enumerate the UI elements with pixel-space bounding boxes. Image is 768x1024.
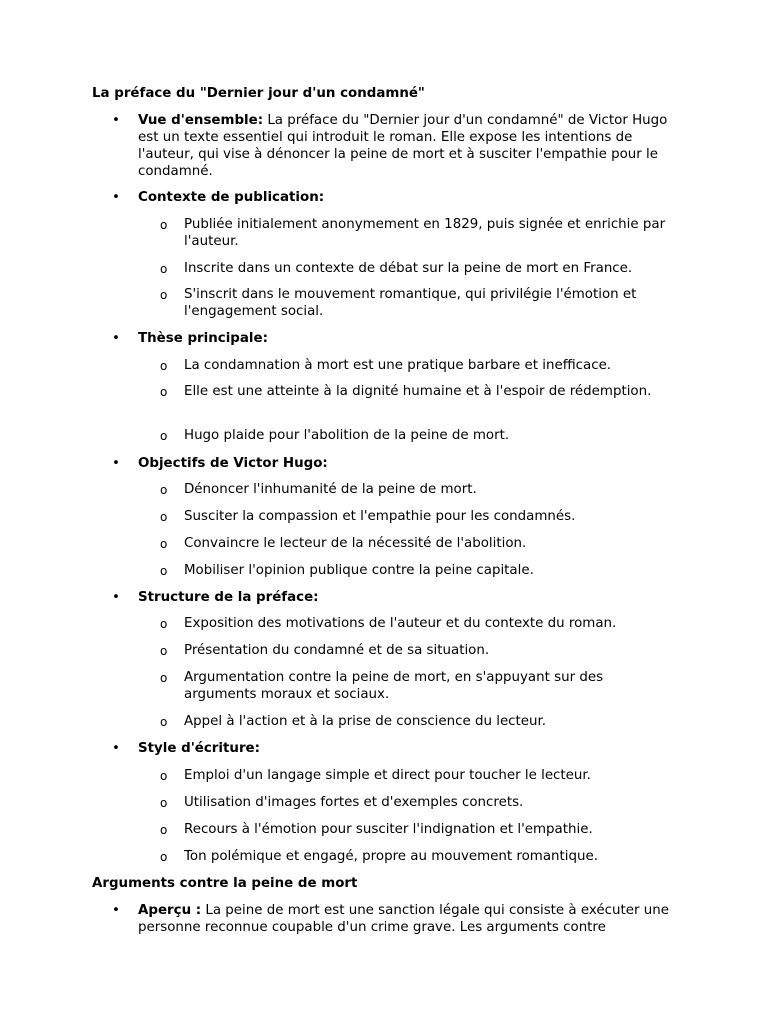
- apercu-text: La peine de mort est une sanction légale qui consiste à exécuter une personne reconnue coupable d'un crime grave. Les arguments contre: [138, 903, 669, 935]
- sub-bullet-marker: o: [160, 769, 168, 783]
- bullet-marker: •: [112, 456, 120, 471]
- list-item: Utilisation d'images fortes et d'exemples concrets.: [184, 795, 524, 810]
- list-item: Convaincre le lecteur de la nécessité de l'abolition.: [184, 536, 527, 551]
- bullet-marker: •: [112, 903, 120, 918]
- style-label: Style d'écriture:: [138, 741, 260, 756]
- sub-bullet-marker: o: [160, 715, 168, 729]
- bullet-marker: •: [112, 113, 120, 128]
- apercu-label: Aperçu :: [138, 903, 202, 918]
- list-item: Ton polémique et engagé, propre au mouvement romantique.: [184, 849, 598, 864]
- objectives-label: Objectifs de Victor Hugo:: [138, 456, 328, 471]
- sub-bullet-marker: o: [160, 385, 168, 399]
- apercu-paragraph: [138, 902, 678, 936]
- overview-label: Vue d'ensemble:: [138, 113, 264, 128]
- sub-bullet-marker: o: [160, 823, 168, 837]
- list-item: Dénoncer l'inhumanité de la peine de mort.: [184, 482, 477, 497]
- sub-bullet-marker: o: [160, 429, 168, 443]
- section-heading: Arguments contre la peine de mort: [92, 876, 358, 891]
- list-item: Emploi d'un langage simple et direct pour toucher le lecteur.: [184, 768, 591, 783]
- list-item: Susciter la compassion et l'empathie pour les condamnés.: [184, 509, 576, 524]
- list-item: Mobiliser l'opinion publique contre la peine capitale.: [184, 563, 534, 578]
- sub-bullet-marker: o: [160, 510, 168, 524]
- context-label: Contexte de publication:: [138, 190, 325, 205]
- list-item: Publiée initialement anonymement en 1829, puis signée et enrichie par l'auteur.: [184, 217, 666, 249]
- bullet-marker: •: [112, 190, 120, 205]
- sub-bullet-marker: o: [160, 671, 168, 685]
- bullet-marker: •: [112, 590, 120, 605]
- sub-bullet-marker: o: [160, 617, 168, 631]
- sub-bullet-marker: o: [160, 483, 168, 497]
- sub-bullet-marker: o: [160, 218, 168, 232]
- list-item: Argumentation contre la peine de mort, en s'appuyant sur des arguments moraux et sociaux.: [184, 670, 604, 702]
- list-item: La condamnation à mort est une pratique barbare et inefficace.: [184, 358, 612, 373]
- bullet-marker: •: [112, 331, 120, 346]
- sub-bullet-marker: o: [160, 796, 168, 810]
- list-item: Présentation du condamné et de sa situation.: [184, 643, 490, 658]
- sub-bullet-marker: o: [160, 850, 168, 864]
- overview-paragraph: [138, 112, 678, 180]
- list-item: Hugo plaide pour l'abolition de la peine de mort.: [184, 428, 510, 443]
- list-item: S'inscrit dans le mouvement romantique, qui privilégie l'émotion et l'engagement social.: [184, 287, 637, 319]
- list-item: Appel à l'action et à la prise de conscience du lecteur.: [184, 714, 547, 729]
- sub-bullet-marker: o: [160, 262, 168, 276]
- sub-bullet-marker: o: [160, 564, 168, 578]
- list-item: Elle est une atteinte à la dignité humaine et à l'espoir de rédemption.: [184, 384, 652, 399]
- sub-bullet-marker: o: [160, 644, 168, 658]
- thesis-label: Thèse principale:: [138, 331, 268, 346]
- list-item: Exposition des motivations de l'auteur et du contexte du roman.: [184, 616, 617, 631]
- sub-bullet-marker: o: [160, 537, 168, 551]
- list-item: Inscrite dans un contexte de débat sur la peine de mort en France.: [184, 261, 633, 276]
- sub-bullet-marker: o: [160, 359, 168, 373]
- bullet-marker: •: [112, 741, 120, 756]
- sub-bullet-marker: o: [160, 288, 168, 302]
- list-item: Recours à l'émotion pour susciter l'indignation et l'empathie.: [184, 822, 593, 837]
- overview-text: La préface du "Dernier jour d'un condamné" de Victor Hugo est un texte essentiel qui introduit le roman. Elle expose les intentions de l'auteur, qui vise à dénoncer la peine de mort et à susciter l'empathie pour le condamné.: [138, 113, 668, 179]
- section-heading: La préface du "Dernier jour d'un condamné": [92, 86, 425, 101]
- structure-label: Structure de la préface:: [138, 590, 319, 605]
